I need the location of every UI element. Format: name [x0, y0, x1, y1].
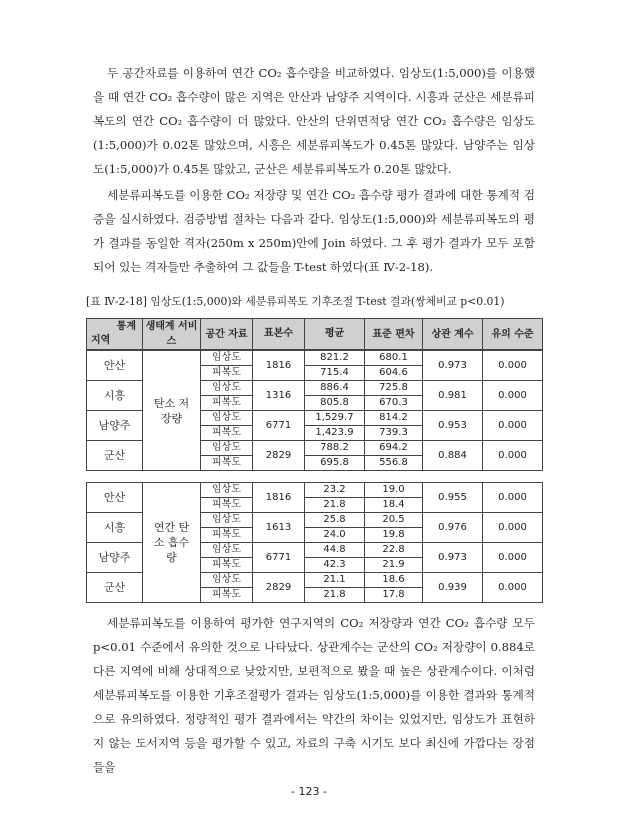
cell-region: 시흥	[87, 513, 143, 543]
cell-std-dev: 680.1	[365, 351, 423, 366]
cell-mean: 788.2	[305, 441, 365, 456]
cell-mean: 821.2	[305, 351, 365, 366]
header-stat-region	[87, 319, 143, 350]
cell-correlation: 0.976	[423, 513, 483, 543]
cell-region: 안산	[87, 351, 143, 381]
cell-mean: 805.8	[305, 396, 365, 411]
cell-mean: 886.4	[305, 381, 365, 396]
cell-mean: 25.8	[305, 513, 365, 528]
cell-sample-size: 1613	[253, 513, 305, 543]
header-stat: 통계	[116, 321, 136, 332]
cell-mean: 44.8	[305, 543, 365, 558]
header-std-dev: 표준 편차	[365, 319, 423, 350]
cell-sample-size: 1816	[253, 351, 305, 381]
cell-spatial-data: 피복도	[201, 456, 253, 471]
cell-correlation: 0.939	[423, 573, 483, 603]
cell-significance: 0.000	[483, 441, 543, 471]
cell-significance: 0.000	[483, 351, 543, 381]
body-paragraph-2: 세분류피복도를 이용한 CO₂ 저장량 및 연간 CO₂ 흡수량 평가 결과에 대한 통계적 검증을 실시하였다. 검증방법 절차는 다음과 같다. 임상도(1:5,000)와 세분류피복도의 평가 결과를 동일한 격자(250m x 250m)안에 Join 하였다. 그 후 평가 결과가 모두 포함되어 있는 격자들만 추출하여 그 값들을 T-test 하였다(표 Ⅳ-2-18).	[93, 188, 535, 274]
table-row	[87, 483, 543, 498]
cell-spatial-data: 피복도	[201, 396, 253, 411]
cell-std-dev: 17.8	[365, 588, 423, 603]
cell-spatial-data: 임상도	[201, 411, 253, 426]
cell-sample-size: 6771	[253, 411, 305, 441]
cell-correlation: 0.973	[423, 351, 483, 381]
cell-mean: 715.4	[305, 366, 365, 381]
cell-ecosystem-service: 연간 탄소 흡수량	[143, 483, 201, 603]
cell-std-dev: 739.3	[365, 426, 423, 441]
cell-std-dev: 814.2	[365, 411, 423, 426]
cell-spatial-data: 임상도	[201, 351, 253, 366]
cell-spatial-data: 피복도	[201, 588, 253, 603]
cell-correlation: 0.981	[423, 381, 483, 411]
cell-spatial-data: 피복도	[201, 558, 253, 573]
page-number: - 123 -	[291, 785, 327, 798]
cell-correlation: 0.973	[423, 543, 483, 573]
cell-sample-size: 1316	[253, 381, 305, 411]
cell-spatial-data: 임상도	[201, 483, 253, 498]
cell-std-dev: 19.0	[365, 483, 423, 498]
cell-significance: 0.000	[483, 513, 543, 543]
cell-std-dev: 22.8	[365, 543, 423, 558]
cell-std-dev: 18.6	[365, 573, 423, 588]
cell-spatial-data: 피복도	[201, 498, 253, 513]
cell-sample-size: 2829	[253, 441, 305, 471]
cell-significance: 0.000	[483, 573, 543, 603]
header-significance: 유의 수준	[483, 319, 543, 350]
cell-std-dev: 670.3	[365, 396, 423, 411]
body-paragraph-1: 두 공간자료를 이용하여 연간 CO₂ 흡수량을 비교하였다. 임상도(1:5,000)를 이용했을 때 연간 CO₂ 흡수량이 많은 지역은 안산과 남양주 지역이다. 시흥과 군산은 세분류피복도의 연간 CO₂ 흡수량이 더 많았다. 안산의 단위면적당 연간 CO₂ 흡수량은 임상도(1:5,000)가 0.02톤 많았으며, 시흥은 세분류피복도가 0.45톤 많았다. 남양주는 임상도(1:5,000)가 0.45톤 많았고, 군산은 세분류피복도가 0.20톤 많았다.	[93, 66, 535, 176]
cell-sample-size: 6771	[253, 543, 305, 573]
header-spatial-data: 공간 자료	[201, 319, 253, 350]
cell-spatial-data: 피복도	[201, 426, 253, 441]
cell-std-dev: 21.9	[365, 558, 423, 573]
cell-std-dev: 20.5	[365, 513, 423, 528]
cell-spatial-data: 임상도	[201, 513, 253, 528]
cell-std-dev: 18.4	[365, 498, 423, 513]
cell-mean: 1,529.7	[305, 411, 365, 426]
cell-region: 군산	[87, 573, 143, 603]
cell-ecosystem-service: 탄소 저장량	[143, 351, 201, 471]
cell-region: 남양주	[87, 411, 143, 441]
cell-spatial-data: 임상도	[201, 543, 253, 558]
cell-sample-size: 1816	[253, 483, 305, 513]
cell-std-dev: 556.8	[365, 456, 423, 471]
cell-std-dev: 694.2	[365, 441, 423, 456]
cell-mean: 21.8	[305, 588, 365, 603]
table-header	[86, 318, 543, 350]
table-carbon-storage	[86, 350, 543, 471]
cell-significance: 0.000	[483, 483, 543, 513]
header-region: 지역	[91, 335, 111, 346]
header-mean: 평균	[305, 319, 365, 350]
cell-std-dev: 604.6	[365, 366, 423, 381]
header-sample-size: 표본수	[253, 319, 305, 350]
header-correlation: 상관 계수	[423, 319, 483, 350]
cell-correlation: 0.953	[423, 411, 483, 441]
cell-region: 남양주	[87, 543, 143, 573]
cell-significance: 0.000	[483, 543, 543, 573]
cell-mean: 23.2	[305, 483, 365, 498]
body-paragraph-3: 세분류피복도를 이용하여 평가한 연구지역의 CO₂ 저장량과 연간 CO₂ 흡수량 모두 p<0.01 수준에서 유의한 것으로 나타났다. 상관계수는 군산의 CO₂ 저장량이 0.884로 다른 지역에 비해 상대적으로 낮았지만, 보편적으로 봤을 때 높은 상관계수이다. 이처럼 세분류피복도를 이용한 기후조절평가 결과는 임상도(1:5,000)를 이용한 결과와 통계적으로 유의하였다. 정량적인 평가 결과에서는 약간의 차이는 있었지만, 임상도가 표현하지 않는 도서지역 등을 평가할 수 있고, 자료의 구축 시기도 보다 최신에 가깝다는 장점들을	[93, 616, 535, 774]
cell-region: 시흥	[87, 381, 143, 411]
table-caption: [표 Ⅳ-2-18] 임상도(1:5,000)와 세분류피복도 기후조절 T-test 결과(쌍체비교 p<0.01)	[86, 295, 505, 308]
cell-mean: 24.0	[305, 528, 365, 543]
cell-spatial-data: 피복도	[201, 366, 253, 381]
table-row	[87, 351, 543, 366]
cell-spatial-data: 임상도	[201, 573, 253, 588]
cell-region: 군산	[87, 441, 143, 471]
cell-std-dev: 725.8	[365, 381, 423, 396]
cell-spatial-data: 피복도	[201, 528, 253, 543]
cell-significance: 0.000	[483, 411, 543, 441]
cell-std-dev: 19.8	[365, 528, 423, 543]
cell-spatial-data: 임상도	[201, 381, 253, 396]
cell-mean: 695.8	[305, 456, 365, 471]
cell-mean: 21.8	[305, 498, 365, 513]
cell-correlation: 0.955	[423, 483, 483, 513]
cell-region: 안산	[87, 483, 143, 513]
cell-sample-size: 2829	[253, 573, 305, 603]
cell-significance: 0.000	[483, 381, 543, 411]
cell-mean: 21.1	[305, 573, 365, 588]
cell-mean: 42.3	[305, 558, 365, 573]
cell-spatial-data: 임상도	[201, 441, 253, 456]
cell-mean: 1,423.9	[305, 426, 365, 441]
cell-correlation: 0.884	[423, 441, 483, 471]
table-annual-carbon-absorption	[86, 482, 543, 603]
header-ecosystem-service: 생태계 서비스	[143, 319, 201, 350]
